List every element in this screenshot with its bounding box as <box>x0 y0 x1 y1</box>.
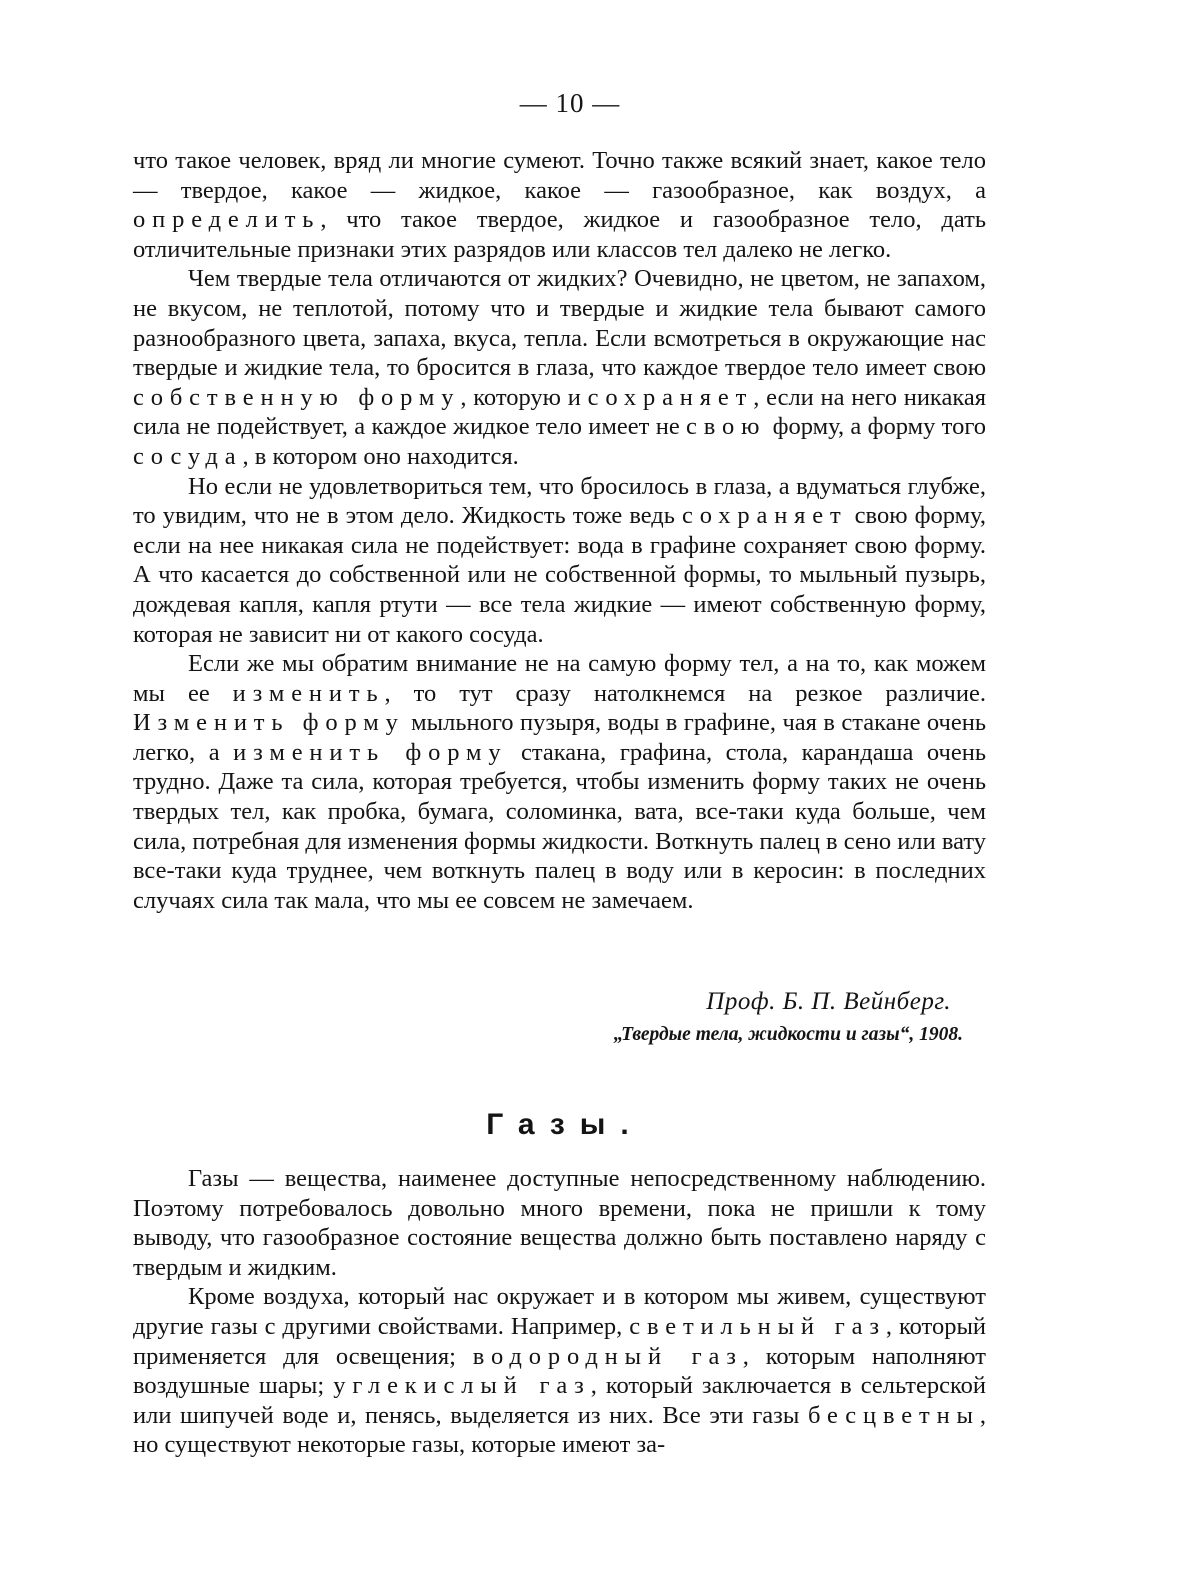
paragraph-2: Чем твердые тела отличаются от жидких? Очевидно, не цветом, не запахом, не вкусом, не теплотой, потому что и твердые и жидкие тела бывают самого разнообразного цвета, запаха, вкуса, тепла. Если всмотреться в окружающие нас твердые и жидкие тела, то бросится в глаза, что каждое твердое тело имеет свою собственную форму, которую и сохраняет, если на него никакая сила не подействует, а каждое жидкое тело имеет не свою форму, а форму того сосуда, в котором оно находится. <box>133 265 987 470</box>
section-heading: Газы. <box>486 1108 644 1141</box>
emphasis-text: определить <box>133 206 321 234</box>
emphasis-text: изменить форму <box>233 738 508 766</box>
emphasis-text: бесцветны <box>807 1401 980 1429</box>
emphasis-text: сосуда <box>133 442 243 470</box>
emphasis-text: светильный газ <box>629 1312 886 1340</box>
emphasis-text: водородный газ <box>472 1342 743 1370</box>
section-solids-liquids <box>133 146 986 915</box>
paragraph-5: Газы — вещества, наименее доступные непосредственному наблюдению. Поэтому потребовалось довольно много времени, пока не пришли к тому выводу, что газообразное состояние вещества должно быть поставлено наряду с твердым и жидким. <box>133 1165 986 1281</box>
emphasis-text: собственную форму <box>133 383 461 411</box>
author-signature: Проф. Б. П. Вейнберг. <box>706 988 951 1015</box>
page-number: — 10 — <box>519 88 621 118</box>
paragraph-3: Но если не удовлетвориться тем, что бросилось в глаза, а вдуматься глубже, то увидим, что не в этом дело. Жидкость тоже ведь сохраняет свою форму, если на нее никакая сила не подействует: вода в графине сохраняет свою форму. А что касается до собственной или не собственной формы, то мыльный пузырь, дождевая капля, капля ртути — все тела жидкие — имеют собственную форму, которая не зависит ни от какого сосуда. <box>133 472 987 648</box>
emphasis-text: изменить <box>232 679 385 707</box>
emphasis-text: сохраняет <box>587 383 754 411</box>
section-gases <box>133 1164 986 1460</box>
emphasis-text: сохраняет <box>682 502 848 530</box>
paragraph-4: Если же мы обратим внимание не на самую форму тел, а на то, как можем мы ее изменить, то тут сразу натолкнемся на резкое различие. Изменить форму мыльного пузыря, воды в графине, чая в стакане очень легко, а изменить форму стакана, графина, стола, карандаша очень трудно. Даже та сила, которая требуется, чтобы изменить форму таких не очень твердых тел, как пробка, бумага, соломинка, вата, все-таки куда больше, чем сила, потребная для изменения формы жидкости. Воткнуть палец в сено или вату все-таки куда труднее, чем воткнуть палец в воду или в керосин: в последних случаях сила так мала, что мы ее совсем не замечаем. <box>133 650 986 914</box>
paragraph-6: Кроме воздуха, который нас окружает и в котором мы живем, существуют другие газы с другими свойствами. Например, светильный газ, который применяется для освещения; водородный газ, которым наполняют воздушные шары; углекислый газ, который заключается в сельтерской или шипучей воде и, пенясь, выделяется из них. Все эти газы бесцветны, но существуют некоторые газы, которые имеют за- <box>133 1283 987 1459</box>
emphasis-text: углекислый газ <box>333 1372 591 1400</box>
source-citation: „Твердые тела, жидкости и газы“, 1908. <box>613 1024 963 1045</box>
paragraph-1: что такое человек, вряд ли многие сумеют. Точно также всякий знает, какое тело — твердое, какое — жидкое, какое — газообразное, как воздух, а определить, что такое твердое, жидкое и газообразное тело, дать отличительные признаки этих разрядов или классов тел далеко не легко. <box>133 147 986 263</box>
emphasis-text: Изменить форму <box>133 709 405 737</box>
emphasis-text: свою <box>686 413 767 441</box>
